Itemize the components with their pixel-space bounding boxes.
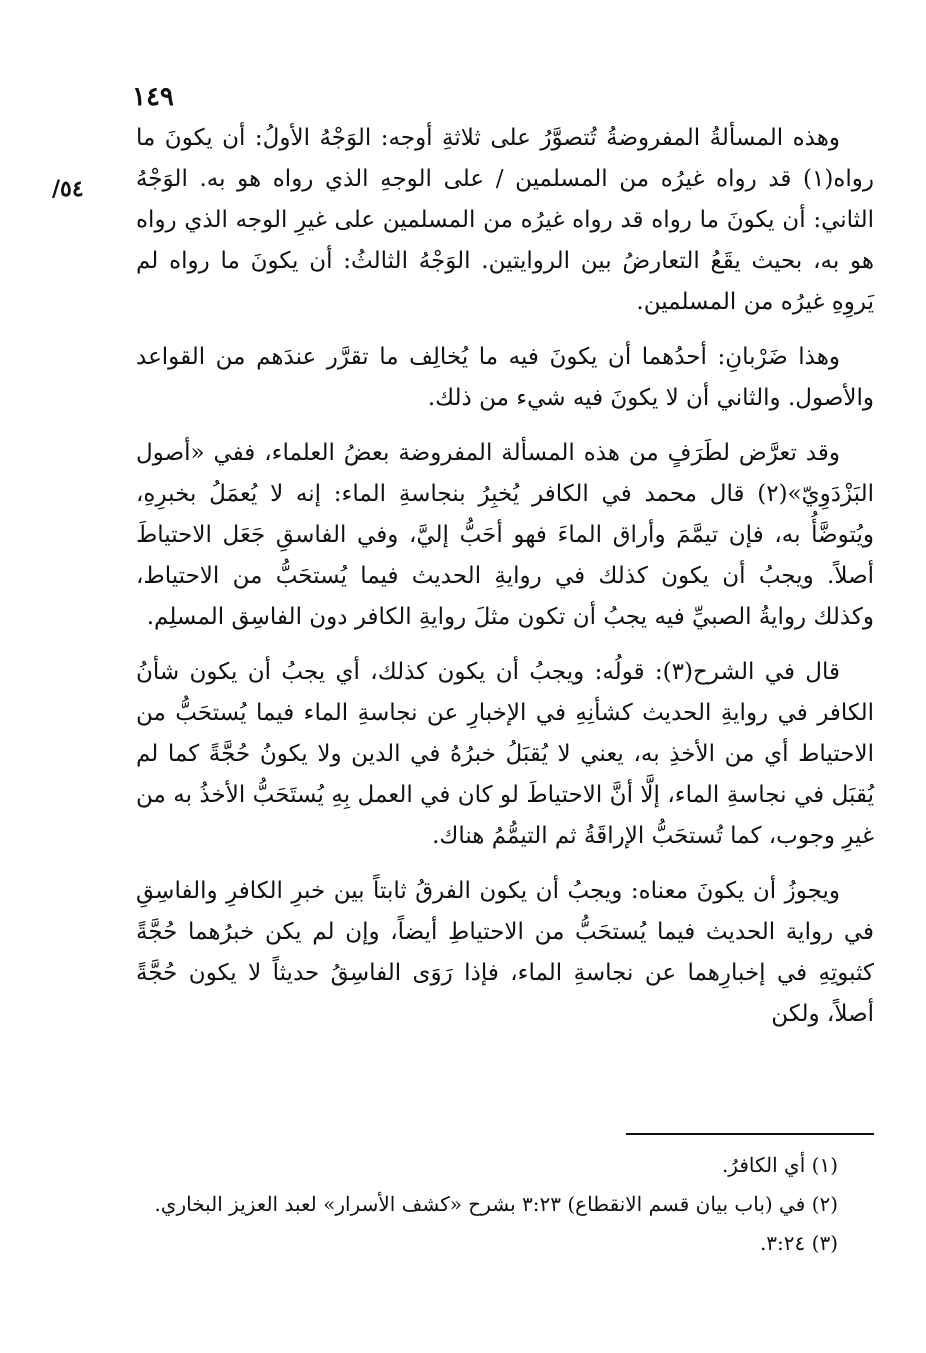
paragraph: وهذا ضَرْبانِ: أحدُهما أن يكونَ فيه ما يُخالِف ما تقرَّر عندَهم من القواعد والأصول. والثاني أن لا يكونَ فيه شيء من ذلك. [136,344,874,411]
footnote: (٢) في (باب بيان قسم الانقطاع) ٣:٢٣ بشرح «كشف الأسرار» لعبد العزيز البخاري. [154,1192,838,1216]
paragraph: قال في الشرح(٣): قولُه: ويجبُ أن يكون كذلك، أي يجبُ أن يكون شأنُ الكافر في روايةِ الحديث كشأنِهِ في الإخبارِ عن نجاسةِ الماء فيما يُستحَبُّ من الاحتياط أي من الأخذِ به، يعني لا يُقبَلُ خبرُهُ في الدين ولا يكونُ حُجَّةً كما لم يُقبَل في نجاسةِ الماء، إلَّا أنَّ الاحتياطَ لو كان في العمل بِهِ يُستَحَبُّ الأخذُ به من غيرِ وجوب، كما تُستحَبُّ الإراقَةُ ثم التيمُّمُ هناك. [136,659,874,849]
footnotes [136,1146,874,1263]
footnote: (٣) ٣:٢٤. [759,1231,838,1255]
page-number: ١٤٩ [132,82,174,112]
paragraph: وهذه المسألةُ المفروضةُ تُتصوَّرُ على ثلاثةِ أوجه: الوَجْهُ الأولُ: أن يكونَ ما رواه(١) قد رواه غيرُه من المسلمين / على الوجهِ الذي رواه هو به. الوَجْهُ الثاني: أن يكونَ ما رواه قد رواه غيرُه من المسلمين على غيرِ الوجه الذي رواه هو به، بحيث يقَعُ التعارضُ بين الروايتين. الوَجْهُ الثالثُ: أن يكونَ ما رواه لم يَروِهِ غيرُه من المسلمين. [136,125,874,315]
footnote: (١) أي الكافرُ. [721,1153,838,1177]
main-text [136,118,874,1049]
footnote-divider [626,1133,874,1135]
paragraph: ويجوزُ أن يكونَ معناه: ويجبُ أن يكون الفرقُ ثابتاً بين خبرِ الكافرِ والفاسِقِ في رواية الحديث فيما يُستحَبُّ من الاحتياطِ أيضاً، وإن لم يكن خبرُهما حُجَّةً كثبوتِهِ في إخبارِهما عن نجاسةِ الماء، فإذا رَوَى الفاسِقُ حديثاً لا يكون حُجَّةً أصلاً، ولكن [136,878,874,1027]
paragraph: وقد تعرَّض لطَرَفٍ من هذه المسألة المفروضة بعضُ العلماء، ففي «أصول البَزْدَوِيّ»(٢) قال محمد في الكافر يُخبِرُ بنجاسةِ الماء: إنه لا يُعمَلُ بخبرِهِ، ويُتوضَّأُ به، فإن تيمَّمَ وأراق الماءَ فهو أحَبُّ إليَّ، وفي الفاسقِ جَعَل الاحتياطَ أصلاً. ويجبُ أن يكون كذلك في روايةِ الحديث فيما يُستحَبُّ من الاحتياط، وكذلك روايةُ الصبيِّ فيه يجبُ أن تكون مثلَ روايةِ الكافر دون الفاسِق المسلِم. [136,440,874,630]
margin-page-reference: ٥٤/ [52,176,84,202]
